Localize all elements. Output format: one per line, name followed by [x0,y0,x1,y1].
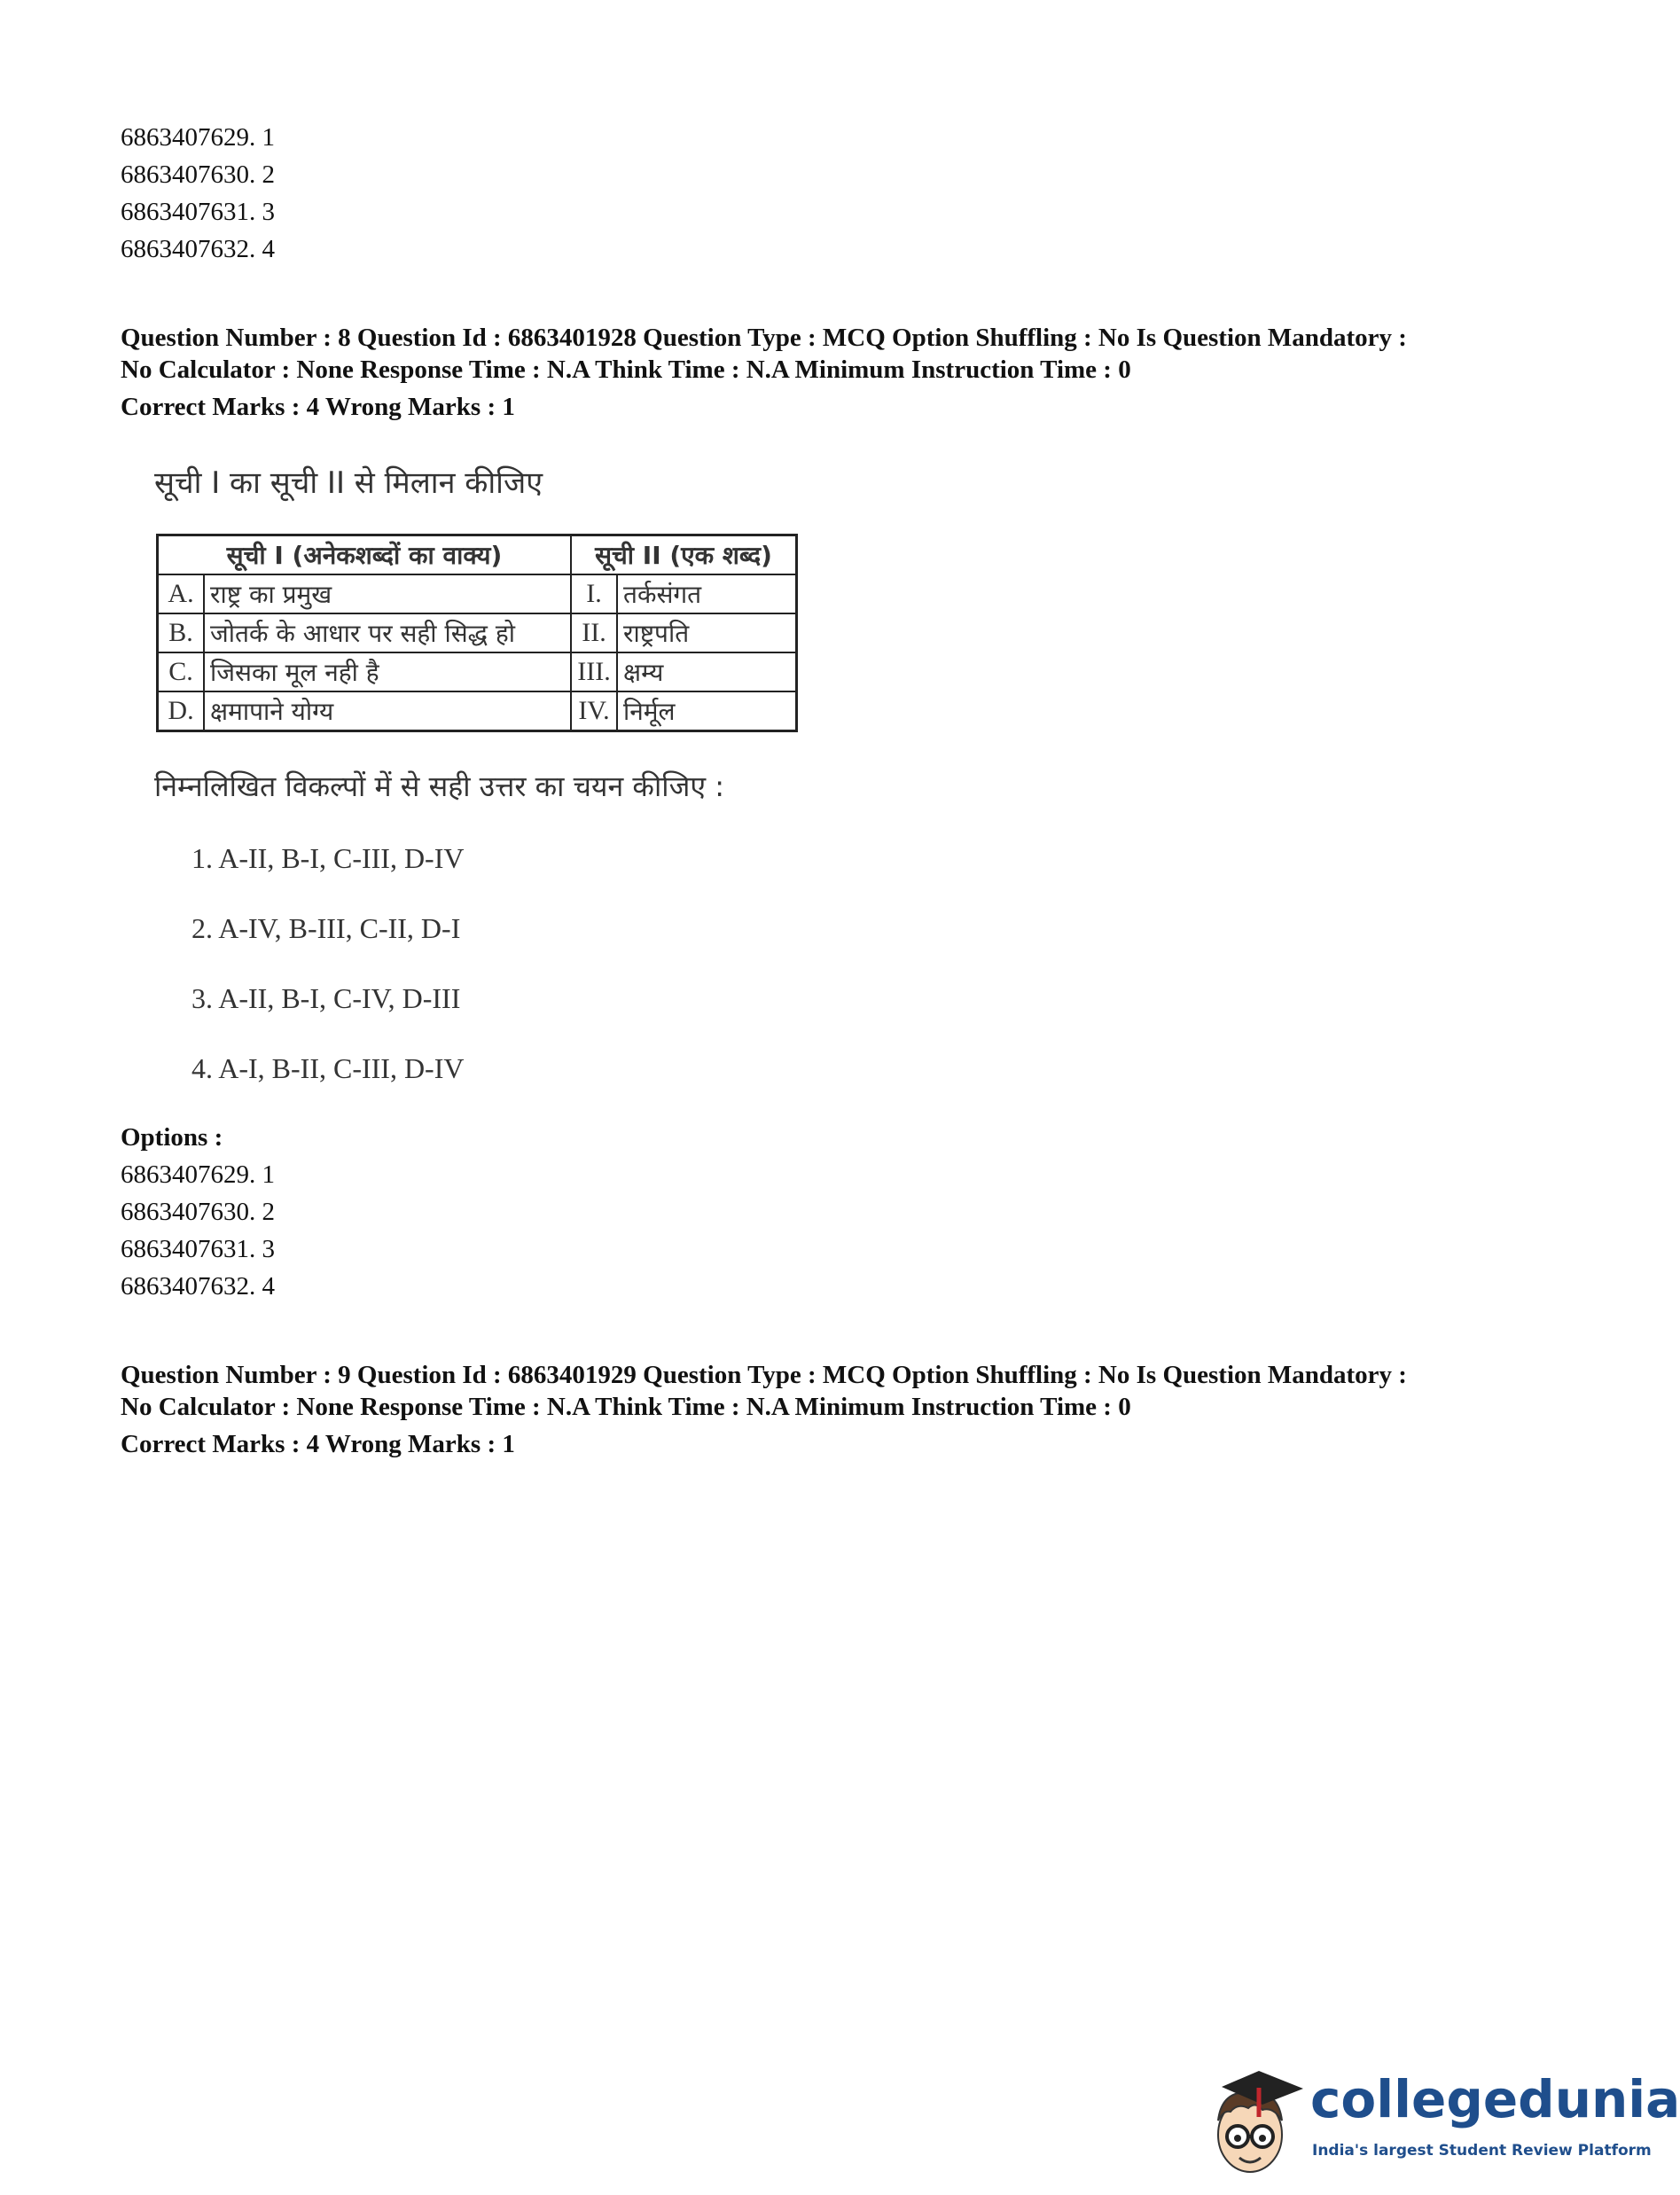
row-word: तर्कसंगत [617,574,797,613]
row-key-2: I. [571,574,617,613]
q8-options-label: Options : [121,1123,223,1152]
top-option-2: 6863407630. 2 [121,160,275,189]
top-option-3: 6863407631. 3 [121,198,275,226]
row-phrase: क्षमापाने योग्य [204,691,571,731]
q8-marks: Correct Marks : 4 Wrong Marks : 1 [121,393,515,421]
q8-choice-3: 3. A-II, B-I, C-IV, D-III [191,982,461,1014]
collegedunia-logo [1204,2066,1680,2181]
row-key-2: II. [571,613,617,652]
q8-option-2: 6863407630. 2 [121,1198,275,1226]
row-phrase: राष्ट्र का प्रमुख [204,574,571,613]
match-table [156,534,798,732]
q8-header-line2: No Calculator : None Response Time : N.A Think Time : N.A Minimum Instruction Time : 0 [121,355,1131,384]
logo-tagline: India's largest Student Review Platform [1312,2142,1652,2160]
mascot-icon [1204,2066,1307,2181]
q8-prompt: निम्नलिखित विकल्पों में से सही उत्तर का चयन कीजिए : [154,769,724,803]
top-option-1: 6863407629. 1 [121,123,275,152]
q8-choice-2: 2. A-IV, B-III, C-II, D-I [191,912,461,944]
row-key-2: IV. [571,691,617,731]
row-key-1: C. [158,652,205,691]
row-word: राष्ट्रपति [617,613,797,652]
row-word: क्षम्य [617,652,797,691]
q9-marks: Correct Marks : 4 Wrong Marks : 1 [121,1430,515,1458]
row-key-1: A. [158,574,205,613]
logo-wordmark: collegedunia [1310,2069,1680,2129]
col1-header: सूची I (अनेकशब्दों का वाक्य) [158,535,572,575]
table-row [158,652,797,691]
q8-choice-1: 1. A-II, B-I, C-III, D-IV [191,842,465,874]
q8-question-image [151,452,824,1090]
row-word: निर्मूल [617,691,797,731]
table-row [158,574,797,613]
q8-option-4: 6863407632. 4 [121,1272,275,1301]
q9-header-line2: No Calculator : None Response Time : N.A Think Time : N.A Minimum Instruction Time : 0 [121,1393,1131,1421]
q8-instruction: सूची I का सूची II से मिलान कीजिए [154,465,543,501]
table-row [158,613,797,652]
row-key-2: III. [571,652,617,691]
row-phrase: जोतर्क के आधार पर सही सिद्ध हो [204,613,571,652]
q9-header-line1: Question Number : 9 Question Id : 6863401929 Question Type : MCQ Option Shuffling : No Is Question Mandatory : [121,1361,1407,1389]
col2-header: सूची II (एक शब्द) [571,535,797,575]
row-phrase: जिसका मूल नही है [204,652,571,691]
top-option-4: 6863407632. 4 [121,235,275,263]
q8-choice-4: 4. A-I, B-II, C-III, D-IV [191,1052,465,1084]
row-key-1: B. [158,613,205,652]
table-row [158,691,797,731]
q8-option-1: 6863407629. 1 [121,1160,275,1189]
q8-header-line1: Question Number : 8 Question Id : 6863401928 Question Type : MCQ Option Shuffling : No Is Question Mandatory : [121,324,1407,352]
q8-option-3: 6863407631. 3 [121,1235,275,1263]
row-key-1: D. [158,691,205,731]
